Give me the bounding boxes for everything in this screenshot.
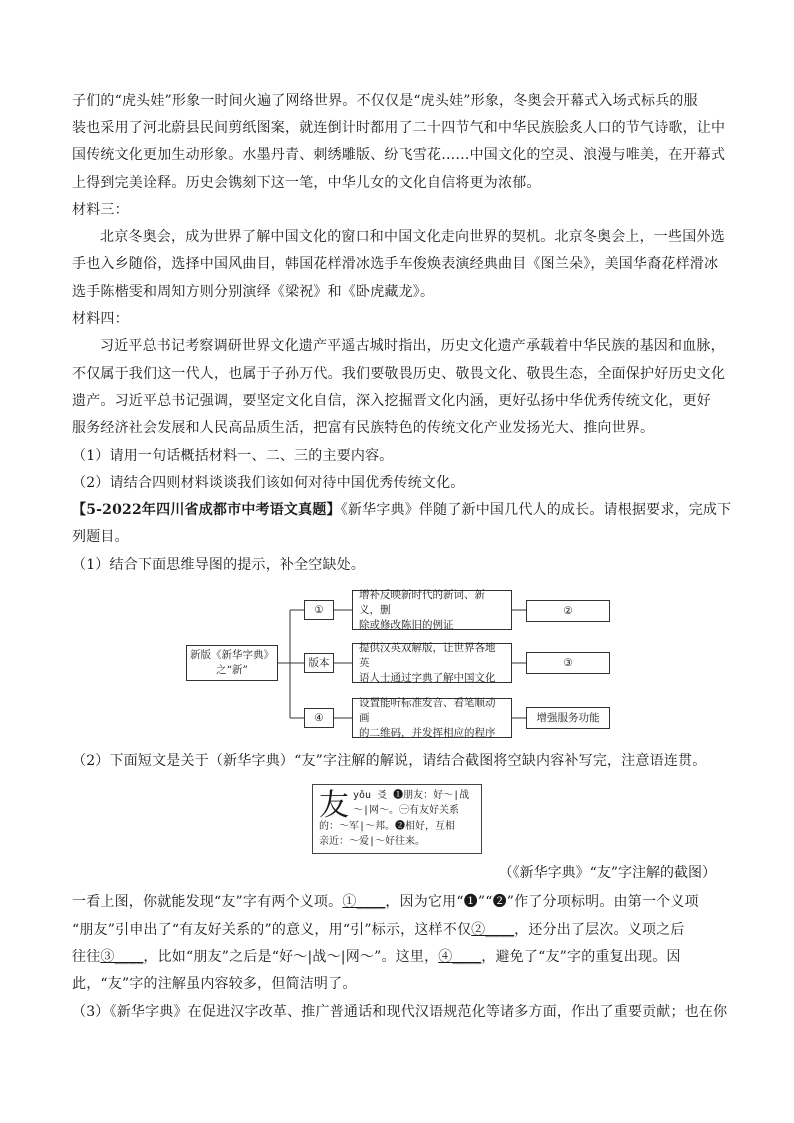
text-run: 往往	[72, 949, 101, 965]
mind-map-root-line1: 新版《新华字典》	[190, 649, 274, 661]
mind-map	[186, 588, 612, 738]
paragraph-line: 国传统文化更加生动形象。水墨丹青、刺绣雕版、纷飞雪花……中国文化的空灵、浪漫与唯美，在开幕式	[72, 147, 726, 163]
text-run: ，比如“朋友”之后是“好～|战～|网～”。这里，	[143, 949, 439, 965]
paragraph-line: 上得到完美诠释。历史会镌刻下这一笔，中华儿女的文化自信将更为浓郁。	[72, 175, 541, 191]
paragraph-line: 列题目。	[72, 529, 129, 545]
dictionary-line: 亲近：～爱|～好往来。	[319, 836, 426, 847]
paragraph-line: 北京冬奥会，成为世界了解中国文化的窗口和中国文化走向世界的契机。北京冬奥会上，一些国外选	[100, 229, 725, 245]
explanation-line-3	[72, 944, 724, 970]
blank-4: ④____	[438, 949, 482, 965]
mind-map-detail-2	[352, 643, 512, 683]
mind-map-blank-2: ②	[526, 600, 610, 622]
text-run: ，还分出了层次。义项之后	[514, 922, 685, 938]
paragraph-line: 遗产。习近平总书记强调，要坚定文化自信，深入挖掘晋文化内涵，更好弘扬中华优秀传统文化，更好	[72, 393, 711, 409]
image-caption: （《新华字典》“友”字注解的截图）	[498, 865, 716, 881]
blank-2: ②____	[471, 922, 515, 938]
mind-map-root	[186, 645, 278, 681]
mind-map-blank-3: ③	[526, 652, 610, 674]
paragraph-line: 手也入乡随俗，选择中国风曲目，韩国花样滑冰选手车俊焕表演经典曲目《图兰朵》，美国华裔花样滑冰	[72, 256, 719, 272]
mind-map-detail-3	[352, 698, 512, 738]
detail-1-line2: 除或修改陈旧的例证	[359, 618, 454, 631]
section-5-heading	[72, 497, 732, 523]
blank-1: ①____	[342, 894, 386, 910]
paragraph-line: 装也采用了河北蔚县民间剪纸图案，就连倒计时都用了二十四节气和中华民族脍炙人口的节气诗歌，让中	[72, 120, 726, 136]
mind-map-blank-1: ①	[304, 600, 334, 620]
mind-map-root-line2: 之“新”	[216, 664, 248, 676]
section-5-question-2: （2）下面短文是关于（新华字典）“友”字注解的解说，请结合截图将空缺内容补写完，注意语连贯。	[72, 753, 707, 769]
text-run: ，因为它用“❶”“❷”作了分项标明。由第一个义项	[385, 894, 699, 910]
question-1: （1）请用一句话概括材料一、二、三的主要内容。	[72, 448, 394, 464]
dictionary-line: ～|网～。㊀有友好关系	[353, 805, 460, 816]
section-5-source: 【5-2022年四川省成都市中考语文真题】	[72, 502, 341, 518]
mind-map-result-service: 增强服务功能	[526, 707, 610, 729]
dictionary-line: yǒu 㕛 ❶朋友：好～|战	[353, 790, 470, 801]
paragraph-line: 习近平总书记考察调研世界文化遗产平遥古城时指出，历史文化遗产承载着中华民族的基因和血脉，	[100, 338, 725, 354]
mind-map-blank-4: ④	[304, 708, 334, 728]
mind-map-node-version: 版本	[304, 653, 334, 673]
paragraph-line: 服务经济社会发展和人民高品质生活，把富有民族特色的传统文化产业发扬光大、推向世界。	[72, 420, 655, 436]
dictionary-entry-image	[312, 784, 482, 854]
dictionary-headword: 友	[319, 788, 349, 823]
detail-3-line1: 设置能听标准发音、看笔顺动画	[359, 696, 496, 724]
section-5-intro: 《新华字典》伴随了新中国几代人的成长。请根据要求，完成下	[340, 502, 732, 518]
dictionary-line: 的：～军|～邦。❷相好，互相	[319, 821, 456, 832]
paragraph-line: 子们的“虎头娃”形象一时间火遍了网络世界。不仅仅是“虎头娃”形象，冬奥会开幕式入场式标兵的服	[72, 93, 698, 109]
question-2: （2）请结合四则材料谈谈我们该如何对待中国优秀传统文化。	[72, 475, 465, 491]
detail-3-line2: 的二维码，并发挥相应的程序	[359, 726, 496, 739]
text-run: 一看上图，你就能发现“友”字有两个义项。	[72, 894, 343, 910]
mind-map-detail-1	[352, 590, 512, 630]
blank-3: ③____	[100, 949, 144, 965]
section-5-question-3: （3）《新华字典》在促进汉字改革、推广普通话和现代汉语规范化等诸多方面，作出了重要贡献；也在你	[72, 1004, 728, 1020]
explanation-line-4: 此，“友”字的注解虽内容较多，但简洁明了。	[72, 976, 357, 992]
detail-2-line1: 提供汉英双解版，让世界各地英	[359, 641, 496, 669]
explanation-line-2	[72, 917, 724, 943]
material-4-title: 材料四：	[72, 311, 129, 327]
explanation-line-1	[72, 889, 724, 915]
text-run: ，避免了“友”字的重复出现。因	[481, 949, 681, 965]
paragraph-line: 不仅属于我们这一代人，也属于子孙万代。我们要敬畏历史、敬畏文化、敬畏生态，全面保护好历史文化	[72, 366, 726, 382]
section-5-question-1: （1）结合下面思维导图的提示，补全空缺处。	[72, 557, 366, 573]
text-run: “朋友”引申出了“有友好关系的”的意义，用“引”标示，这样不仅	[72, 922, 472, 938]
detail-1-line1: 增补反映新时代的新词、新义，删	[359, 588, 485, 616]
material-3-title: 材料三：	[72, 202, 129, 218]
paragraph-line: 选手陈楷雯和周知方则分别演绎《梁祝》和《卧虎藏龙》。	[72, 284, 435, 300]
detail-2-line2: 语人士通过字典了解中国文化	[359, 671, 496, 684]
